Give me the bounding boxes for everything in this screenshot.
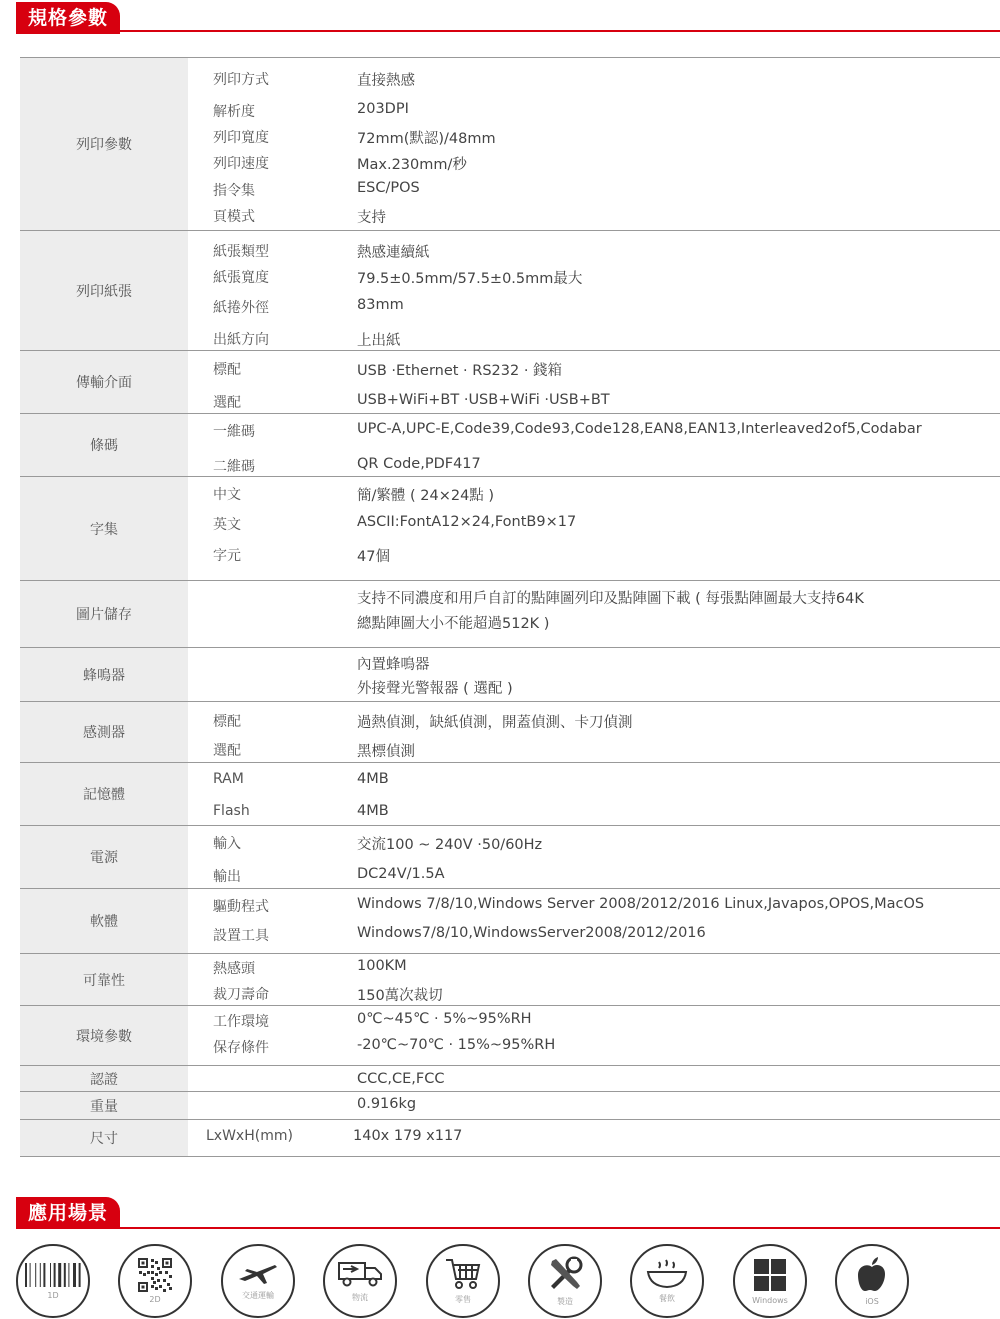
spec-key: Flash xyxy=(213,803,250,819)
spec-key: 選配 xyxy=(213,743,241,759)
spec-title-rule xyxy=(16,30,1000,32)
spec-value: 140x 179 x117 xyxy=(353,1128,463,1144)
barcode-1d-icon xyxy=(23,1262,83,1288)
spec-group-label: 尺寸 xyxy=(20,1120,188,1156)
truck-icon xyxy=(337,1259,383,1289)
application-caption: 1D xyxy=(47,1291,59,1300)
spec-value: 72mm(默認)/48mm xyxy=(357,131,496,147)
spec-value: 47個 xyxy=(357,549,390,565)
app-section-title: 應用場景 xyxy=(16,1197,120,1229)
spec-group-label: 字集 xyxy=(20,477,188,580)
spec-value: UPC-A,UPC-E,Code39,Code93,Code128,EAN8,EAN13,Interleaved2of5,Codabar xyxy=(357,421,922,437)
spec-key: 列印寬度 xyxy=(213,130,269,146)
spec-key: 二維碼 xyxy=(213,459,255,475)
application-icon xyxy=(118,1244,192,1318)
spec-value: ESC/POS xyxy=(357,180,420,196)
spec-group-label: 認證 xyxy=(20,1066,188,1091)
application-caption: 2D xyxy=(149,1295,161,1304)
spec-group-label: 列印紙張 xyxy=(20,231,188,350)
spec-value: 150萬次裁切 xyxy=(357,988,443,1004)
spec-value: 直接熱感 xyxy=(357,73,415,89)
spec-value: QR Code,PDF417 xyxy=(357,456,481,472)
spec-group xyxy=(20,1005,1000,1065)
spec-key: 字元 xyxy=(213,548,241,564)
spec-value: USB+WiFi+BT ·USB+WiFi ·USB+BT xyxy=(357,392,610,408)
spec-key: 出紙方向 xyxy=(213,332,269,348)
application-icon xyxy=(323,1244,397,1318)
spec-key: 列印速度 xyxy=(213,156,269,172)
spec-group xyxy=(20,413,1000,476)
spec-value: ASCII:FontA12×24,FontB9×17 xyxy=(357,514,577,530)
spec-group xyxy=(20,230,1000,350)
application-caption: iOS xyxy=(865,1297,879,1306)
spec-group-label: 圖片儲存 xyxy=(20,581,188,647)
application-icon xyxy=(426,1244,500,1318)
spec-value: 內置蜂鳴器 xyxy=(357,657,430,673)
shopping-cart-icon xyxy=(444,1257,482,1291)
apple-icon xyxy=(856,1256,888,1294)
airplane-icon xyxy=(237,1261,279,1287)
spec-key: 標配 xyxy=(213,714,241,730)
spec-group xyxy=(20,1119,1000,1157)
spec-key: LxWxH(mm) xyxy=(206,1128,293,1144)
spec-group xyxy=(20,1091,1000,1119)
application-caption: 交通運輸 xyxy=(242,1291,274,1300)
spec-key: 設置工具 xyxy=(213,928,269,944)
spec-group xyxy=(20,580,1000,647)
spec-value: 83mm xyxy=(357,297,404,313)
spec-key: 紙捲外徑 xyxy=(213,300,269,316)
spec-value: 簡/繁體 ( 24×24點 ) xyxy=(357,488,495,504)
spec-key: 英文 xyxy=(213,517,241,533)
spec-table xyxy=(20,57,1000,1157)
spec-group-label: 可靠性 xyxy=(20,954,188,1005)
application-caption: 物流 xyxy=(352,1293,368,1302)
spec-value: 0.916kg xyxy=(357,1096,417,1112)
spec-key: 一維碼 xyxy=(213,424,255,440)
spec-value: Max.230mm/秒 xyxy=(357,157,467,173)
spec-group xyxy=(20,476,1000,580)
spec-group-label: 傳輸介面 xyxy=(20,351,188,413)
spec-group-label: 感測器 xyxy=(20,702,188,762)
spec-value: 79.5±0.5mm/57.5±0.5mm最大 xyxy=(357,271,583,287)
spec-group-label: 電源 xyxy=(20,826,188,888)
spec-key: 輸入 xyxy=(213,836,241,852)
spec-value: 黑標偵測 xyxy=(357,744,415,760)
spec-value: 過熱偵測，缺紙偵測，開蓋偵測、卡刀偵測 xyxy=(357,715,633,731)
application-icon xyxy=(733,1244,807,1318)
spec-value: 上出紙 xyxy=(357,333,401,349)
spec-key: 解析度 xyxy=(213,104,255,120)
spec-group xyxy=(20,762,1000,825)
spec-group-label: 重量 xyxy=(20,1092,188,1119)
spec-group xyxy=(20,701,1000,762)
application-icon xyxy=(835,1244,909,1318)
application-icon xyxy=(16,1244,90,1318)
spec-value: USB ·Ethernet · RS232 · 錢箱 xyxy=(357,363,563,379)
windows-icon xyxy=(752,1257,788,1293)
spec-group xyxy=(20,888,1000,953)
application-icon xyxy=(528,1244,602,1318)
spec-key: 標配 xyxy=(213,362,241,378)
spec-section-title: 規格參數 xyxy=(16,2,120,34)
spec-group xyxy=(20,57,1000,230)
spec-key: 指令集 xyxy=(213,183,255,199)
spec-value: 支持 xyxy=(357,210,386,226)
spec-key: 保存條件 xyxy=(213,1040,269,1056)
spec-value: 外接聲光警報器 ( 選配 ) xyxy=(357,681,513,697)
spec-value: DC24V/1.5A xyxy=(357,866,445,882)
spec-group-label: 軟體 xyxy=(20,889,188,953)
spec-value: 4MB xyxy=(357,803,389,819)
spec-group-label: 條碼 xyxy=(20,414,188,476)
tools-icon xyxy=(546,1255,584,1293)
application-caption: 製造 xyxy=(557,1297,573,1306)
spec-key: 裁刀壽命 xyxy=(213,987,269,1003)
spec-group xyxy=(20,350,1000,413)
spec-value: 0℃~45℃ · 5%~95%RH xyxy=(357,1011,532,1027)
spec-key: 紙張類型 xyxy=(213,244,269,260)
spec-value: CCC,CE,FCC xyxy=(357,1071,445,1087)
application-caption: 餐飲 xyxy=(659,1294,675,1303)
application-icons xyxy=(16,1244,1000,1314)
spec-value: Windows 7/8/10,Windows Server 2008/2012/2016 Linux,Javapos,OPOS,MacOS xyxy=(357,896,925,912)
spec-value: 總點陣圖大小不能超過512K ) xyxy=(357,616,550,632)
application-caption: Windows xyxy=(752,1296,788,1305)
spec-key: 熱感頭 xyxy=(213,961,255,977)
spec-key: 中文 xyxy=(213,487,241,503)
spec-group-label: 列印參數 xyxy=(20,58,188,230)
spec-group-label: 蜂鳴器 xyxy=(20,648,188,701)
spec-group xyxy=(20,953,1000,1005)
spec-group xyxy=(20,1065,1000,1091)
application-icon xyxy=(630,1244,704,1318)
spec-key: 工作環境 xyxy=(213,1014,269,1030)
qr-code-icon xyxy=(138,1258,172,1292)
spec-key: 輸出 xyxy=(213,869,241,885)
spec-key: 驅動程式 xyxy=(213,899,269,915)
spec-key: 選配 xyxy=(213,395,241,411)
application-caption: 零售 xyxy=(455,1295,471,1304)
spec-group-label: 記憶體 xyxy=(20,763,188,825)
spec-value: 支持不同濃度和用戶自訂的點陣圖列印及點陣圖下載 ( 每張點陣圖最大支持64K xyxy=(357,591,864,607)
spec-key: 頁模式 xyxy=(213,209,255,225)
food-bowl-icon xyxy=(645,1258,689,1290)
spec-group-label: 環境參數 xyxy=(20,1006,188,1065)
spec-value: 交流100 ~ 240V ·50/60Hz xyxy=(357,837,543,853)
spec-key: 列印方式 xyxy=(213,72,269,88)
spec-value: 4MB xyxy=(357,771,389,787)
app-title-rule xyxy=(16,1227,1000,1229)
spec-group xyxy=(20,825,1000,888)
spec-group xyxy=(20,647,1000,701)
spec-value: Windows7/8/10,WindowsServer2008/2012/2016 xyxy=(357,925,706,941)
spec-value: 203DPI xyxy=(357,101,409,117)
spec-key: RAM xyxy=(213,771,244,787)
spec-value: 熱感連續紙 xyxy=(357,245,430,261)
spec-key: 紙張寬度 xyxy=(213,270,269,286)
application-icon xyxy=(221,1244,295,1318)
spec-value: -20℃~70℃ · 15%~95%RH xyxy=(357,1037,556,1053)
spec-value: 100KM xyxy=(357,958,407,974)
